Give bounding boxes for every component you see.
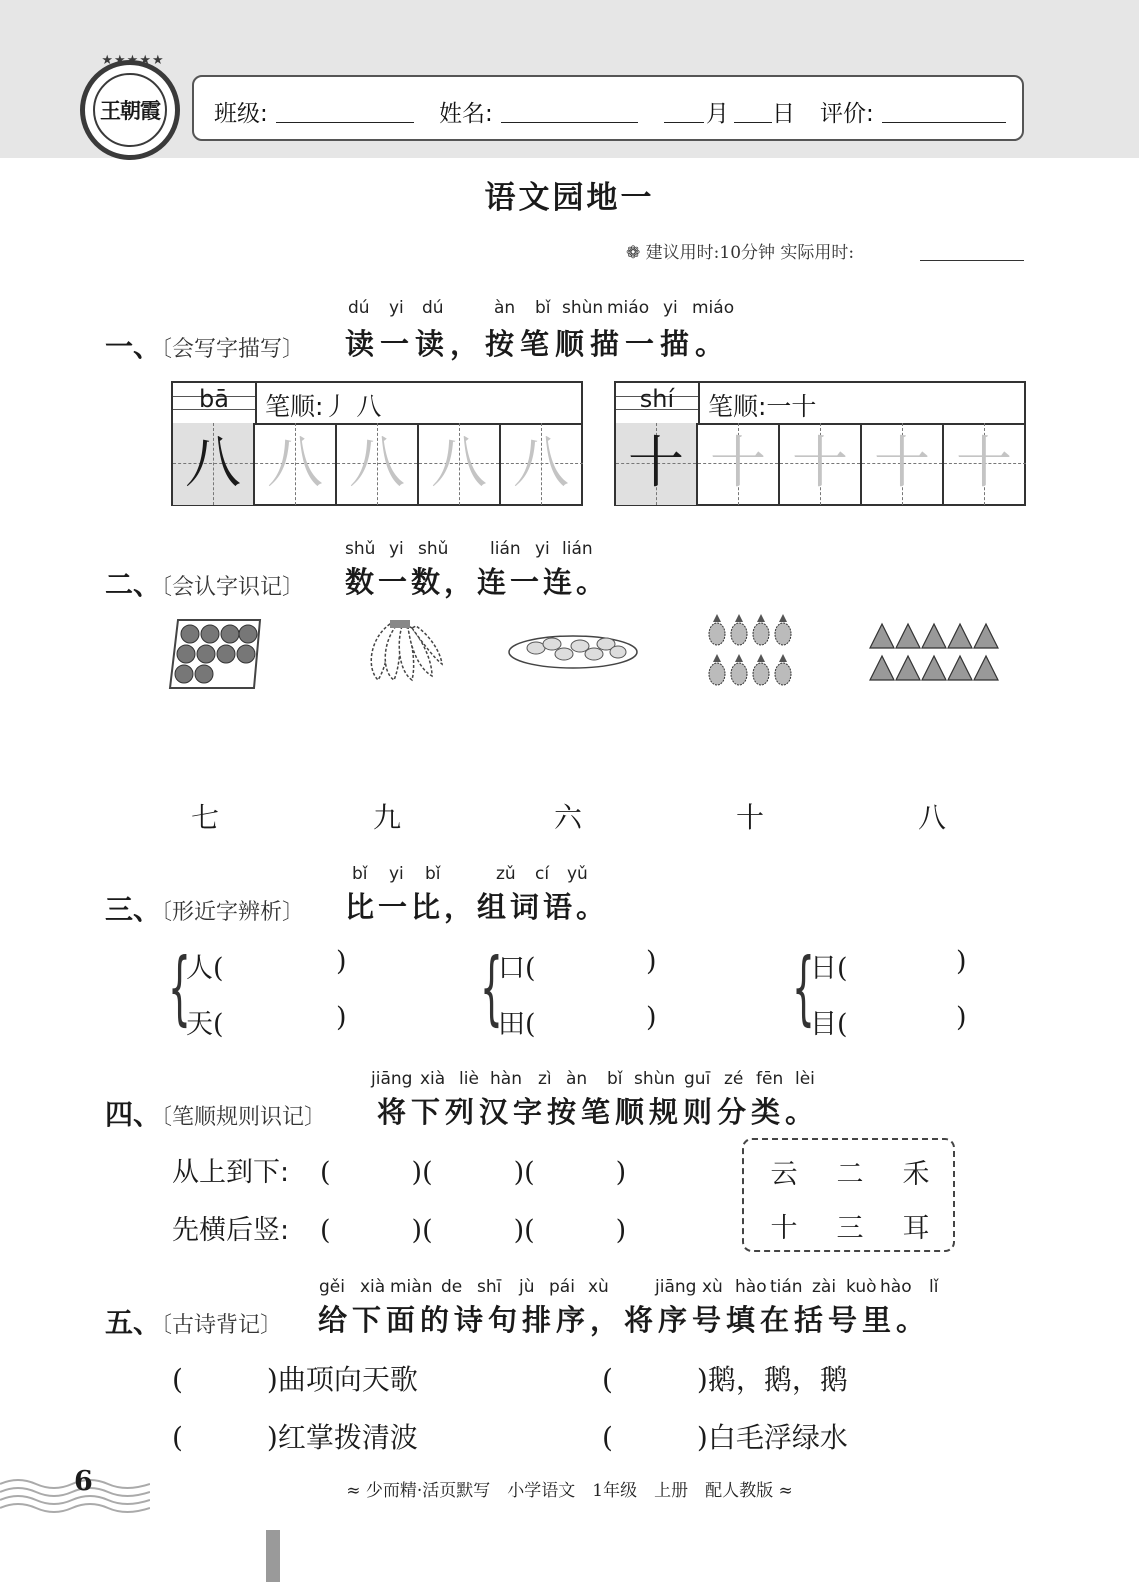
model-char: 十 xyxy=(628,431,684,496)
trace-cell[interactable] xyxy=(944,423,1026,505)
pinyin: xià xyxy=(420,1069,446,1089)
eval-field[interactable] xyxy=(882,122,1006,123)
bank-char: 十 xyxy=(770,1213,798,1244)
section-tag: 〔形近字辨析〕 xyxy=(161,900,305,925)
tracing-grid-ba xyxy=(171,381,583,506)
section-5-question: 给下面的诗句排序，将序号填在括号里。 xyxy=(318,1303,931,1337)
numeral-match-target[interactable]: 七 xyxy=(190,801,219,834)
word-pair-item: 目( xyxy=(810,1009,848,1040)
grid-pinyin: bā xyxy=(199,385,229,413)
poem-line-ordering[interactable]: ( )红掌拨清波 xyxy=(172,1421,418,1454)
time-hint: ❁ 建议用时:10分钟 实际用时: xyxy=(626,243,855,263)
grid-pinyin: shí xyxy=(639,385,675,413)
numeral-match-target[interactable]: 八 xyxy=(917,801,946,834)
trace-char: 八 xyxy=(267,431,323,496)
pinyin: bǐ xyxy=(607,1069,623,1089)
section-1-question: 读一读，按笔顺描一描。 xyxy=(345,327,731,361)
trace-char: 十 xyxy=(956,431,1012,496)
brace-icon: { xyxy=(480,941,503,1034)
stroke-order: 笔顺:丿 八 xyxy=(265,392,382,421)
pinyin: hào xyxy=(880,1277,912,1297)
pinyin: cí xyxy=(535,864,550,884)
bananas-picture[interactable] xyxy=(360,618,444,684)
pinyin: yi xyxy=(663,298,678,318)
trace-cell[interactable] xyxy=(698,423,780,505)
section-1-heading xyxy=(105,325,304,365)
word-pair-item: 田( xyxy=(498,1009,536,1040)
day-field[interactable] xyxy=(734,122,772,123)
pinyin: xù xyxy=(588,1277,609,1297)
rule-label-horizontal-first: 先横后竖: xyxy=(172,1215,290,1246)
trace-cell[interactable] xyxy=(419,423,501,505)
character-bank-box xyxy=(742,1138,955,1252)
rule-label-top-to-bottom: 从上到下: xyxy=(172,1157,290,1188)
answer-blanks[interactable]: ( )( )( ) xyxy=(320,1215,627,1246)
section-tag: 〔会认字识记〕 xyxy=(161,575,305,600)
pinyin: fēn xyxy=(756,1069,784,1089)
dumplings-plate-picture[interactable] xyxy=(506,628,640,672)
actual-time-field[interactable] xyxy=(920,260,1024,261)
month-field[interactable] xyxy=(664,122,704,123)
bank-char: 二 xyxy=(836,1159,864,1190)
blank-close-paren: ) xyxy=(336,1002,347,1033)
section-2-question: 数一数，连一连。 xyxy=(345,565,610,599)
word-pair-item: 口( xyxy=(498,953,536,984)
trace-cell[interactable] xyxy=(862,423,944,505)
name-field[interactable] xyxy=(501,122,638,123)
pinyin: àn xyxy=(494,298,516,318)
section-4-question: 将下列汉字按笔顺规则分类。 xyxy=(377,1095,820,1129)
trace-char: 八 xyxy=(349,431,405,496)
word-pair-item: 天( xyxy=(186,1009,224,1040)
pinyin: shùn xyxy=(634,1069,676,1089)
brace-icon: { xyxy=(168,941,191,1034)
trace-cell[interactable] xyxy=(255,423,337,505)
word-pair-item: 日( xyxy=(810,953,848,984)
pinyin: zài xyxy=(812,1277,837,1297)
blank-close-paren: ) xyxy=(336,946,347,977)
model-cell xyxy=(173,423,255,505)
student-info-box xyxy=(192,75,1024,141)
pinyin: liè xyxy=(459,1069,479,1089)
blank-close-paren: ) xyxy=(646,946,657,977)
pinyin: gěi xyxy=(319,1277,345,1297)
pinyin: yi xyxy=(389,539,404,559)
logo-stars-icon: ★★★★★ xyxy=(101,53,165,68)
pinyin: shùn xyxy=(562,298,604,318)
blank-close-paren: ) xyxy=(956,1002,967,1033)
stroke-order: 笔顺:一十 xyxy=(708,392,817,421)
trace-char: 八 xyxy=(431,431,487,496)
tracing-grid-shi xyxy=(614,381,1026,506)
trace-char: 十 xyxy=(874,431,930,496)
pinyin: lián xyxy=(490,539,521,559)
trace-char: 八 xyxy=(513,431,569,496)
section-tag: 〔笔顺规则识记〕 xyxy=(161,1105,327,1130)
pinyin: yi xyxy=(535,539,550,559)
section-2-heading xyxy=(105,563,304,603)
pinyin: jiāng xyxy=(655,1277,697,1297)
section-4-heading xyxy=(105,1093,326,1133)
model-cell xyxy=(616,423,698,505)
pinyin: lèi xyxy=(795,1069,815,1089)
binding-mark xyxy=(266,1530,280,1582)
watermelon-slices-picture[interactable] xyxy=(868,622,1002,686)
numeral-match-target[interactable]: 九 xyxy=(372,801,401,834)
numeral-match-target[interactable]: 十 xyxy=(735,801,764,834)
section-number: 一、 xyxy=(105,330,162,363)
pinyin: hào xyxy=(735,1277,767,1297)
bank-char: 禾 xyxy=(902,1159,930,1190)
pinyin: yǔ xyxy=(567,864,588,884)
trace-char: 十 xyxy=(792,431,848,496)
eval-label: 评价: xyxy=(820,101,874,127)
bank-char: 云 xyxy=(770,1159,798,1190)
trace-cell[interactable] xyxy=(501,423,583,505)
pineapples-picture[interactable] xyxy=(705,612,797,692)
bank-char: 三 xyxy=(836,1213,864,1244)
section-3-question: 比一比，组词语。 xyxy=(345,890,610,924)
pinyin: miàn xyxy=(390,1277,433,1297)
class-field[interactable] xyxy=(276,122,414,123)
poem-line-ordering[interactable]: ( )鹅，鹅，鹅 xyxy=(602,1363,848,1396)
pinyin: miáo xyxy=(607,298,650,318)
pinyin: zì xyxy=(538,1069,552,1089)
month-label: 月 xyxy=(706,101,729,127)
pinyin: àn xyxy=(566,1069,588,1089)
section-number: 四、 xyxy=(105,1098,162,1131)
pinyin: jù xyxy=(519,1277,535,1297)
section-tag: 〔古诗背记〕 xyxy=(161,1313,283,1338)
pinyin: lǐ xyxy=(929,1277,939,1297)
pinyin: dú xyxy=(348,298,370,318)
pinyin: pái xyxy=(549,1277,575,1297)
pinyin: bǐ xyxy=(535,298,551,318)
day-label: 日 xyxy=(772,101,795,127)
pinyin: shī xyxy=(477,1277,502,1297)
blank-close-paren: ) xyxy=(956,946,967,977)
pinyin: miáo xyxy=(692,298,735,318)
pinyin: de xyxy=(441,1277,463,1297)
pinyin: shǔ xyxy=(418,539,449,559)
section-3-heading xyxy=(105,888,304,928)
section-number: 二、 xyxy=(105,568,162,601)
pinyin: yi xyxy=(389,298,404,318)
pinyin: lián xyxy=(562,539,593,559)
class-label: 班级: xyxy=(214,101,268,127)
pinyin: xià xyxy=(360,1277,386,1297)
name-label: 姓名: xyxy=(439,101,493,127)
pinyin: yi xyxy=(389,864,404,884)
trace-cell[interactable] xyxy=(337,423,419,505)
model-char: 八 xyxy=(185,431,241,496)
pinyin: bǐ xyxy=(425,864,441,884)
pinyin: tián xyxy=(770,1277,803,1297)
pinyin: bǐ xyxy=(352,864,368,884)
brand-logo xyxy=(80,53,180,160)
pinyin: xù xyxy=(702,1277,723,1297)
trace-char: 十 xyxy=(710,431,766,496)
section-number: 五、 xyxy=(105,1306,162,1339)
footer-text: ≈ 少而精·活页默写 小学语文 1年级 上册 配人教版 ≈ xyxy=(346,1481,793,1501)
poem-line-ordering[interactable]: ( )白毛浮绿水 xyxy=(602,1421,848,1454)
tomatoes-tray-picture[interactable] xyxy=(168,612,264,690)
answer-blanks[interactable]: ( )( )( ) xyxy=(320,1157,627,1188)
section-tag: 〔会写字描写〕 xyxy=(161,337,305,362)
pinyin: shǔ xyxy=(345,539,376,559)
word-pair-item: 人( xyxy=(186,953,224,984)
pinyin: dú xyxy=(422,298,444,318)
blank-close-paren: ) xyxy=(646,1002,657,1033)
trace-cell[interactable] xyxy=(780,423,862,505)
brace-icon: { xyxy=(792,941,815,1034)
bank-char: 耳 xyxy=(902,1213,930,1244)
numeral-match-target[interactable]: 六 xyxy=(553,801,582,834)
poem-line-ordering[interactable]: ( )曲项向天歌 xyxy=(172,1363,418,1396)
section-number: 三、 xyxy=(105,893,162,926)
pinyin: hàn xyxy=(490,1069,522,1089)
pinyin: zé xyxy=(724,1069,744,1089)
logo-text: 王朝霞 xyxy=(100,98,160,123)
section-5-heading xyxy=(105,1301,282,1341)
pinyin: jiāng xyxy=(371,1069,413,1089)
page-number: 6 xyxy=(74,1466,93,1497)
page-title: 语文园地一 xyxy=(484,180,655,216)
pinyin: guī xyxy=(684,1069,711,1089)
pinyin: zǔ xyxy=(496,864,516,884)
pinyin: kuò xyxy=(846,1277,877,1297)
